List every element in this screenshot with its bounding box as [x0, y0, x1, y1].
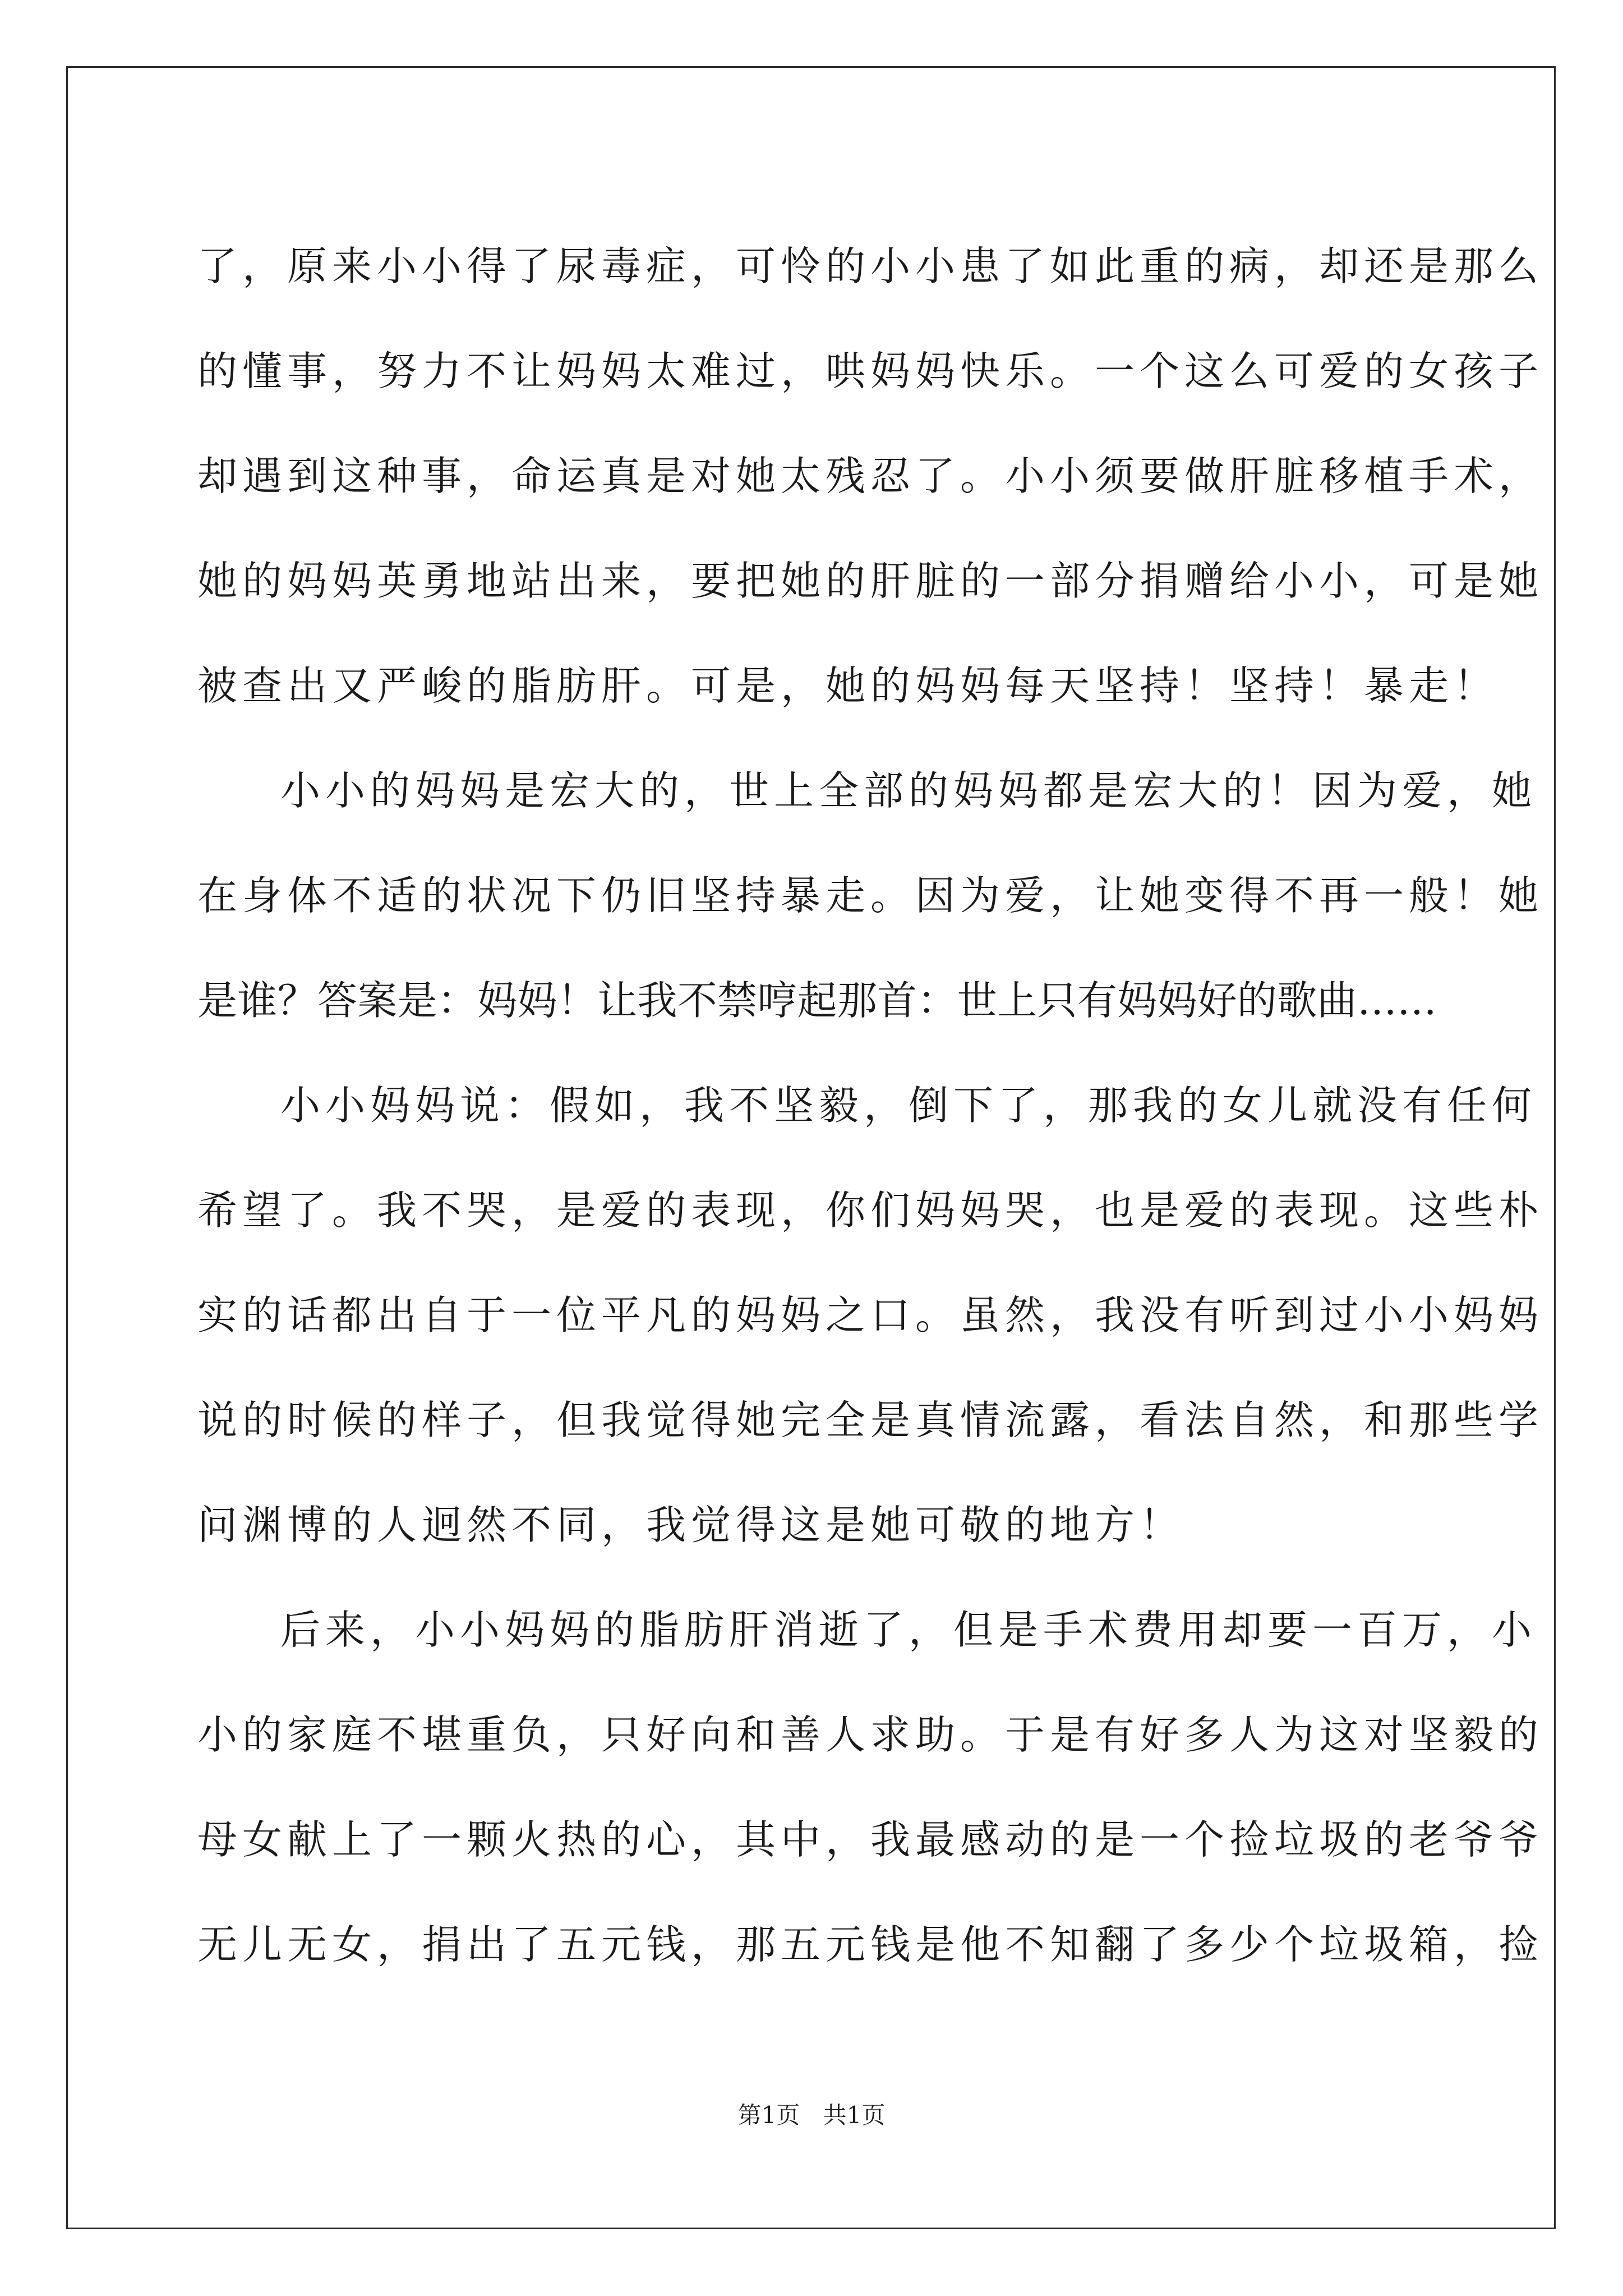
text-line: 的懂事，努力不让妈妈太难过，哄妈妈快乐。一个这么可爱的女孩子 — [197, 348, 1544, 394]
text-line: 小小妈妈说：假如，我不坚毅，倒下了，那我的女儿就没有任何 — [280, 1082, 1537, 1129]
text-line: 小的家庭不堪重负，只好向和善人求助。于是有好多人为这对坚毅的 — [197, 1711, 1544, 1758]
text-line: 后来，小小妈妈的脂肪肝消逝了，但是手术费用却要一百万，小 — [280, 1607, 1537, 1653]
text-line: 说的时候的样子，但我觉得她完全是真情流露，看法自然，和那些学 — [197, 1397, 1544, 1443]
text-line: 被查出又严峻的脂肪肝。可是，她的妈妈每天坚持！坚持！暴走！ — [197, 662, 1499, 709]
text-line: 她的妈妈英勇地站出来，要把她的肝脏的一部分捐赠给小小，可是她 — [197, 558, 1544, 604]
text-line: 实的话都出自于一位平凡的妈妈之口。虽然，我没有听到过小小妈妈 — [197, 1292, 1544, 1338]
text-line: 是谁？答案是：妈妈！让我不禁哼起那首：世上只有妈妈好的歌曲…… — [197, 977, 1437, 1024]
text-line: 无儿无女，捐出了五元钱，那五元钱是他不知翻了多少个垃圾箱，捡 — [197, 1921, 1544, 1968]
text-line: 问渊博的人迥然不同，我觉得这是她可敬的地方！ — [197, 1502, 1185, 1548]
page-number: 第1页 — [737, 2101, 800, 2129]
text-line: 希望了。我不哭，是爱的表现，你们妈妈哭，也是爱的表现。这些朴 — [197, 1187, 1544, 1234]
text-line: 了，原来小小得了尿毒症，可怜的小小患了如此重的病，却还是那么 — [197, 243, 1544, 289]
page-footer — [0, 2097, 1623, 2131]
page-total: 共1页 — [823, 2101, 886, 2129]
text-line: 在身体不适的状况下仍旧坚持暴走。因为爱，让她变得不再一般！她 — [197, 872, 1544, 919]
text-line: 小小的妈妈是宏大的，世上全部的妈妈都是宏大的！因为爱，她 — [280, 767, 1537, 814]
document-body — [197, 214, 1544, 1997]
text-line: 母女献上了一颗火热的心，其中，我最感动的是一个捡垃圾的老爷爷 — [197, 1816, 1544, 1863]
text-line: 却遇到这种事，命运真是对她太残忍了。小小须要做肝脏移植手术， — [197, 453, 1544, 499]
